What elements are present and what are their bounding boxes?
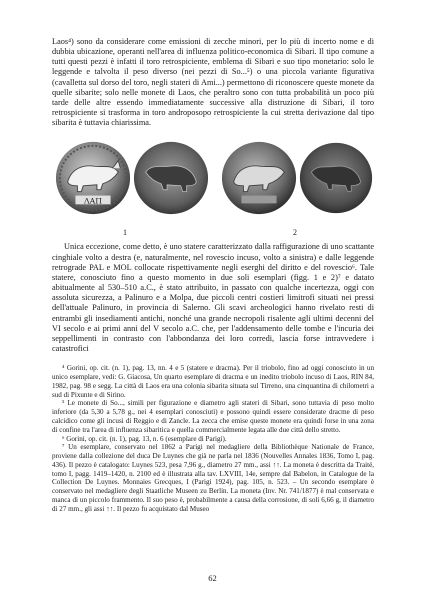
coin-2-obverse-image <box>220 139 298 222</box>
coin-figure <box>52 133 374 300</box>
page-number: 62 <box>208 573 217 583</box>
figure-label-1: 1 <box>123 228 127 238</box>
coin-1-reverse-image <box>132 139 210 222</box>
footnote-7: ⁷ Un esemplare, conservato nel 1862 a Parigi nel medagliere della Bibliothèque Nationale de France, proviene dalla collezione del duca De Luynes che già ne parla nel 1836 (Nouvelles Annales 1836, Tomo I, pag. 436). Il pezzo è catalogato: Luynes 523, pesa 7,96 g., diametro 27 mm., assi ↑↑. La moneta è descritta da Traité, tomo I, pagg. 1419–1420, n. 2100 ed è illustrata alla tav. LXVIII, 14e, sempre dal Babelon, in Catalogue de la Collection De Luynes. Monnaies Grecques, I (Parigi 1924), pag. 105, n. 523. – Un secondo esemplare è conservato nel medagliere degli Staatliche Museen zu Berlin. La moneta (Inv. Nr. 741/1877) è mal conservata e manca di un piccolo frammento. Il suo peso è, probabilmente a causa della corrosione, di soli 6,66 g, il diametro di 27 mm., gli assi ↑↑. Il pezzo fu acquistato dal Museo <box>52 443 374 513</box>
figure-label-2: 2 <box>293 228 297 238</box>
footnote-4: ⁴ Gorini, op. cit. (n. 1), pag. 13, nn. 4 e 5 (statere e dracma). Per il triobolo, fino ad oggi conosciuto in un unico esemplare, vedi: G. Giacosa, Un quarto esemplare di dracma e un inedito triobolo incuso di Laos, RIN 84, 1982, pag. 98 e segg. La città di Laos era una colonia sibarita situata sul Tirreno, una cinquantina di chilometri a sud di Pixunte e di Sirino. <box>52 364 374 399</box>
footnotes <box>52 364 374 514</box>
coin-legend: ΛΑΠ <box>83 196 103 206</box>
footnote-6: ⁶ Gorini, op. cit. (n. 1), pag. 13, n. 6 (esemplare di Parigi). <box>62 434 227 443</box>
paragraph-main: Unica eccezione, come detto, è uno statere caratterizzato dalla raffigurazione di uno scattante cinghiale volto a destra (e, naturalmente, nel rovescio incuso, volto a sinistra) e dalle leggende retrograde PAL e MOL collocate rispettivamente negli eserghi del diritto e del rovescio⁶. Tale statere, conosciuto fino a questo momento in due soli esemplari (figg. 1 e 2)⁷ e datato abitualmente al 530–510 a.C., è stato attribuito, in passato con qualche incertezza, oggi con assoluta sicurezza, a Palinuro e a Molpa, due piccoli centri costieri limitrofi situati nei pressi dell'attuale Palinuro, in provincia di Salerno. Gli scavi archeologici hanno rivelato resti di entrambi gli insediamenti antichi, nonché una grande necropoli risalente agli ultimi decenni del VI secolo e ai primi anni del V secolo a.C. che, per l'addensamento delle tombe e l'incuria dei seppellimenti in contrasto con l'abbondanza dei loro corredi, lascia forse intravvedere i catastrofici <box>52 242 374 353</box>
coin-1-obverse-image <box>54 139 132 222</box>
coin-2-reverse-image <box>298 139 374 222</box>
text-column <box>52 37 374 514</box>
paragraph-intro: Laos⁴) sono da considerare come emissioni di zecche minori, per lo più di incerto nome e di dubbia ubicazione, operanti nell'area di influenza politico-economica di Sibari. Il tipo comune a tutti questi pezzi è infatti il toro retrospiciente, emblema di Sibari e suo tipo monetario: solo le leggende e talvolta il peso diverso (nei pezzi di So...⁵) o una piccola variante figurativa (cavalletta sul dorso del toro, negli stateri di Ami...) permettono di riconoscere queste monete da quelle sibarite; solo nelle monete di Laos, che peraltro sono con tutta probabilità un poco più tarde delle altre essendo immediatamente successive alla distruzione di Sibari, il toro retrospiciente si trasforma in toro androposopo retrospiciente la cui stretta derivazione dal tipo sibarita è tuttavia chiarissima. <box>52 37 374 128</box>
footnote-5: ⁵ Le monete di So..., simili per figurazione e diametro agli stateri di Sibari, sono tuttavia di peso molto inferiore (da 5,30 a 5,78 g., nei 4 esemplari conosciuti) e possono quindi essere considerate dracme di peso calcidico come gli incusi di Reggio e di Zancle. La zecca che emise queste monete era quindi forse in una zona di confine tra l'area di influenza sibaritica e quella commercialmente legata alle due città dello stretto. <box>52 399 374 434</box>
